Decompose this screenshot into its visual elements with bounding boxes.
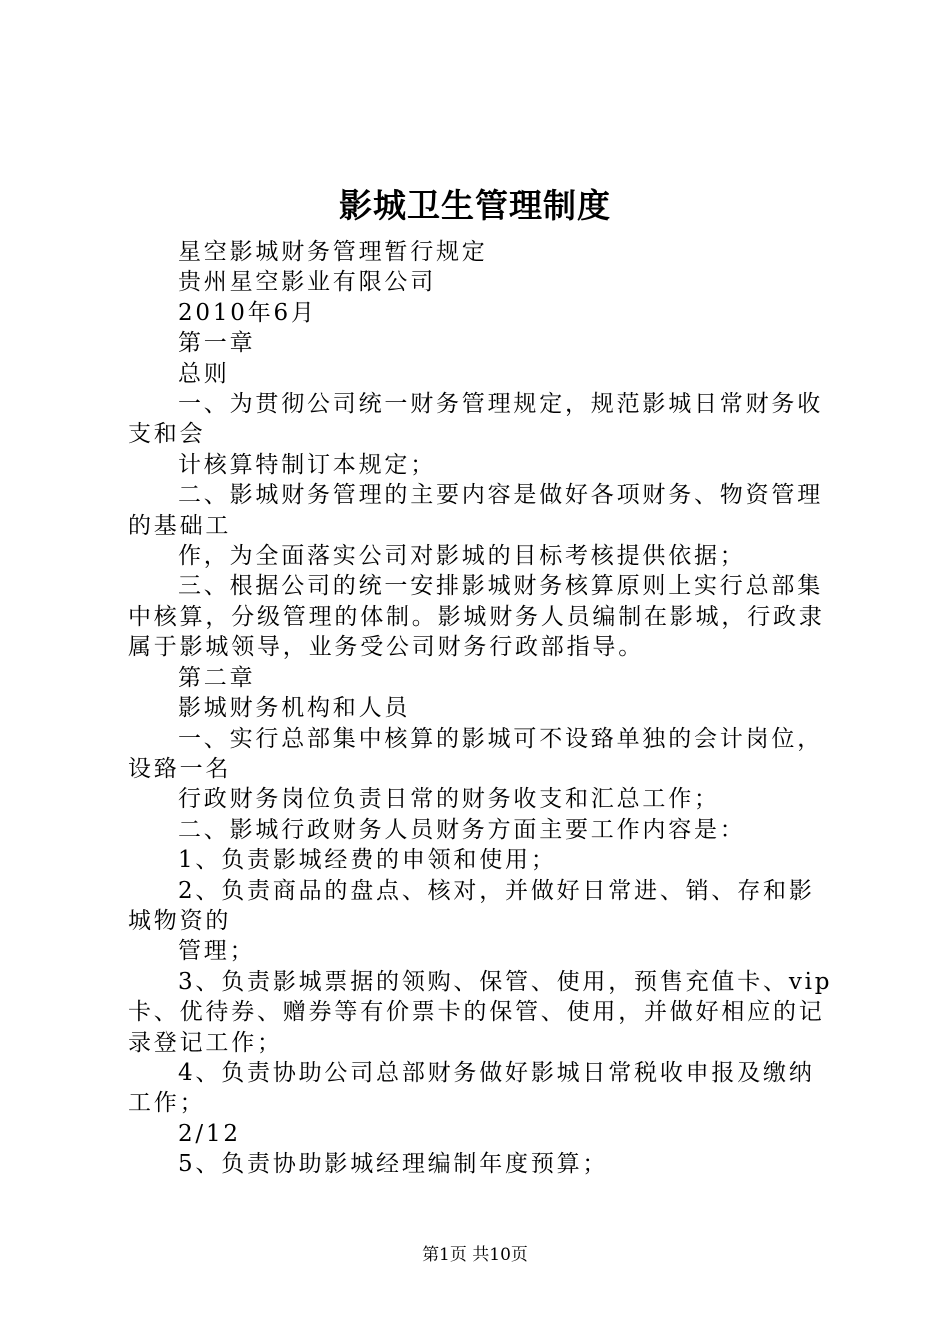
paragraph: 二、影城财务管理的主要内容是做好各项财务、物资管理的基础工 (128, 482, 823, 539)
document-body (128, 237, 838, 1180)
paragraph: 计核算特制订本规定； (178, 451, 436, 478)
paragraph: 行政财务岗位负责日常的财务收支和汇总工作； (178, 786, 720, 813)
chapter-heading: 第一章 (178, 330, 256, 357)
section-heading: 影城财务机构和人员 (178, 695, 411, 722)
paragraph: 三、根据公司的统一安排影城财务核算原则上实行总部集中核算，分级管理的体制。影城财务人员编制在影城，行政隶属于影城领导，业务受公司财务行政部指导。 (128, 573, 825, 661)
list-item: 5、负责协助影城经理编制年度预算； (178, 1151, 609, 1178)
paragraph: 一、实行总部集中核算的影城可不设臵单独的会计岗位，设臵一名 (128, 725, 823, 782)
page-footer: 第1页 共10页 (422, 1245, 528, 1265)
document-title: 影城卫生管理制度 (339, 186, 611, 225)
list-item: 4、负责协助公司总部财务做好影城日常税收申报及缴纳工作； (128, 1059, 815, 1117)
list-item: 2、负责商品的盘点、核对，并做好日常进、销、存和影城物资的 (128, 877, 815, 934)
chapter-heading: 第二章 (178, 664, 256, 691)
list-item: 3、负责影城票据的领购、保管、使用，预售充值卡、vip卡、优待券、赠券等有价票卡的保管、使用，并做好相应的记录登记工作； (128, 968, 833, 1056)
paragraph: 一、为贯彻公司统一财务管理规定，规范影城日常财务收支和会 (128, 391, 823, 448)
paragraph: 贵州星空影业有限公司 (178, 269, 436, 296)
paragraph: 2010年6月 (178, 299, 317, 326)
page-fraction: 2/12 (178, 1120, 241, 1147)
paragraph: 管理； (178, 938, 256, 965)
section-heading: 总则 (178, 360, 230, 387)
paragraph: 星空影城财务管理暂行规定 (178, 239, 488, 265)
paragraph: 二、影城行政财务人员财务方面主要工作内容是： (178, 816, 746, 843)
paragraph: 作，为全面落实公司对影城的目标考核提供依据； (178, 543, 746, 570)
list-item: 1、负责影城经费的申领和使用； (178, 847, 557, 874)
